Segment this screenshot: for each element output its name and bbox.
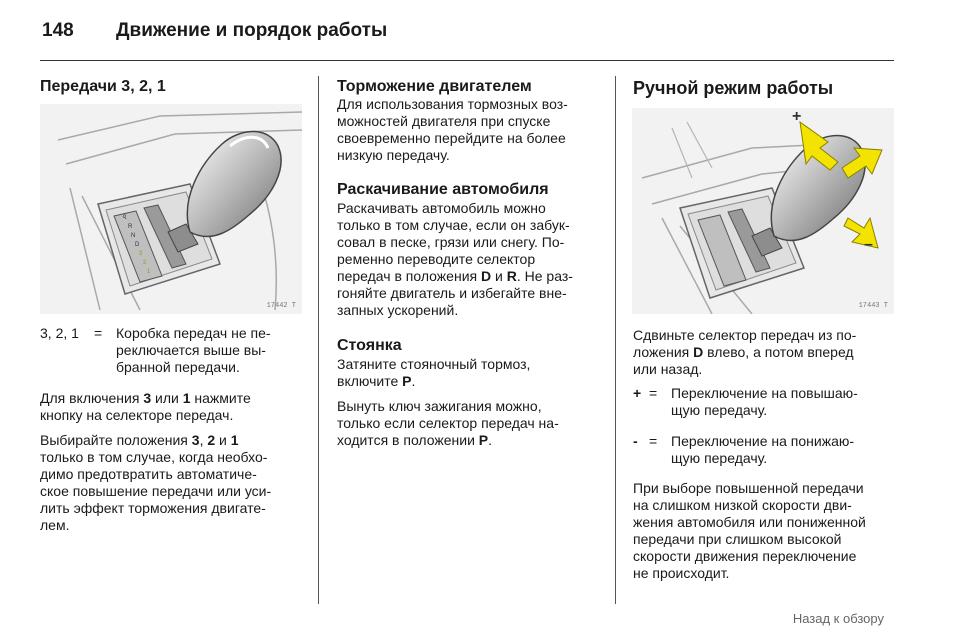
text: . <box>411 373 416 389</box>
gear-letter-1: 1 <box>147 269 151 275</box>
definition-equals: = <box>649 433 658 449</box>
definition-term: + <box>633 385 642 401</box>
gear-d: D <box>480 268 492 284</box>
text: Выбирайте положения <box>40 432 192 448</box>
text: и <box>215 432 231 448</box>
paragraph-engage-3-1 <box>40 390 310 424</box>
paragraph-ignition-key <box>337 398 609 449</box>
gear-p: P <box>402 373 412 389</box>
manual-mode-illustration <box>632 108 894 314</box>
text: или <box>151 390 183 406</box>
paragraph-rocking <box>337 200 609 319</box>
definition-term: - <box>633 433 638 449</box>
section-heading-manual-mode: Ручной режим работы <box>633 78 834 98</box>
definition-text: Переключение на повышаю- щую передачу. <box>671 385 858 418</box>
text: нажмите <box>190 390 251 406</box>
figure-number: 17442 T <box>266 302 296 310</box>
gear-letter-n: N <box>131 233 136 239</box>
text: и <box>491 268 507 284</box>
figure-number: 17443 T <box>858 302 888 310</box>
gear-letter-2: 2 <box>143 260 147 266</box>
definition-text: Переключение на понижаю- щую передачу. <box>671 433 855 466</box>
column-divider-1 <box>318 76 319 604</box>
text: Затяните стояночный тормоз, включите <box>337 356 531 389</box>
gear-1: 1 <box>182 390 191 406</box>
text: Сдвиньте селектор передач из по- ложения <box>633 327 857 360</box>
section-heading-rocking: Раскачивание автомобиля <box>337 181 549 198</box>
text: . <box>488 432 493 448</box>
text: влево, а потом вперед или назад. <box>633 344 854 377</box>
text: . Не раз- гоняйте двигатель и избегайте вне- запных ускорений. <box>337 268 573 318</box>
definition-term: 3, 2, 1 <box>40 325 79 341</box>
gear-2: 2 <box>207 432 216 448</box>
figure-manual-mode <box>632 108 894 314</box>
back-to-overview-link[interactable]: Назад к обзору <box>792 611 884 626</box>
gear-letter-3: 3 <box>139 251 143 257</box>
page-title: Движение и порядок работы <box>116 20 388 41</box>
paragraph-manual-note: При выборе повышенной передачи на слишком низкой скорости дви- жения автомобиля или пониженной передачи при слишком высокой скорости движения переключение не происходит. <box>633 480 866 581</box>
definition-equals: = <box>94 325 103 341</box>
text: кнопку на селекторе передач. <box>40 407 234 423</box>
paragraph-manual-intro <box>633 327 895 378</box>
page-number: 148 <box>42 20 74 41</box>
text: , <box>199 432 208 448</box>
text: Раскачивать автомобиль можно только в том случае, если он забук- совал в песке, грязи или снегу. По- ременно переводите селектор передач в положения <box>337 200 570 284</box>
minus-sign: – <box>864 236 873 253</box>
section-heading-parking: Стоянка <box>337 337 402 354</box>
gear-1: 1 <box>230 432 239 448</box>
text: только в том случае, когда необхо- димо предотвратить автоматиче- ское повышение передачи или уси- лить эффект торможения двигате- лем. <box>40 449 272 533</box>
paragraph-parking <box>337 356 607 390</box>
gear-selector-illustration <box>40 104 302 314</box>
plus-sign: + <box>792 108 802 125</box>
gear-p: P <box>478 432 489 448</box>
gear-letter-r: R <box>128 224 133 230</box>
header-divider <box>40 60 894 61</box>
gear-3: 3 <box>143 390 152 406</box>
paragraph-select-positions <box>40 432 310 534</box>
column-divider-2 <box>615 76 616 604</box>
gear-d: D <box>693 344 704 360</box>
gear-letter-p: P <box>122 213 130 221</box>
gear-3: 3 <box>191 432 200 448</box>
text: Вынуть ключ зажигания можно, только если селектор передач на- ходится в положении <box>337 398 559 448</box>
definition-text: Коробка передач не пе- реключается выше вы- бранной передачи. <box>116 325 271 375</box>
section-heading-gears-321: Передачи 3, 2, 1 <box>40 78 166 95</box>
paragraph-engine-braking: Для использования тормозных воз- можностей двигателя при спуске своевременно перейдите на более низкую передачу. <box>337 96 568 163</box>
definition-equals: = <box>649 385 658 401</box>
figure-gear-selector <box>40 104 302 314</box>
section-heading-engine-braking: Торможение двигателем <box>337 78 532 95</box>
gear-r: R <box>506 268 517 284</box>
gear-letter-d: D <box>135 242 140 248</box>
text: Для включения <box>40 390 144 406</box>
